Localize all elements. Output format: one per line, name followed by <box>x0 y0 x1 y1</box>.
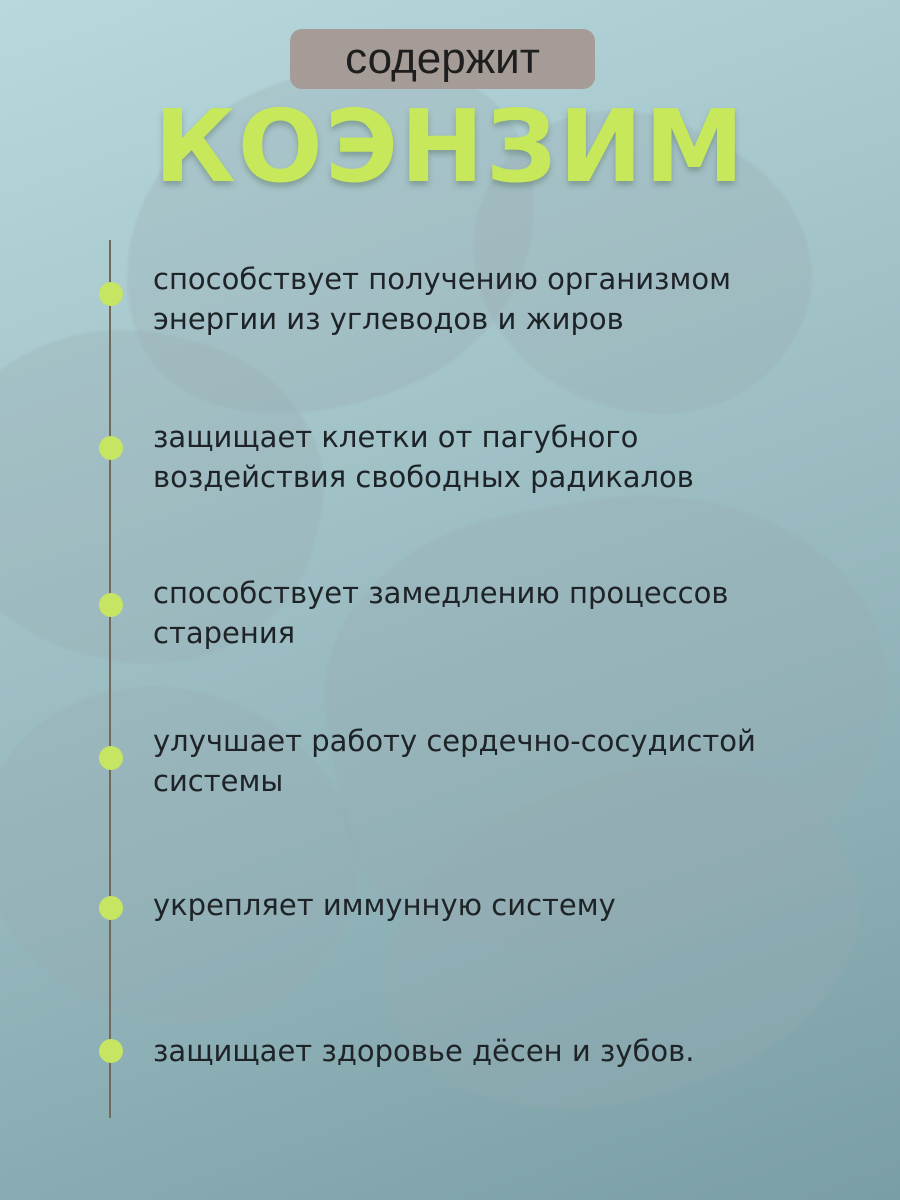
timeline-line <box>109 240 111 1118</box>
list-item: защищает клетки от пагубного воздействия свободных радикалов <box>153 420 694 494</box>
bullet-dot <box>99 593 123 617</box>
bullet-dot <box>99 1039 123 1063</box>
header-label-badge <box>290 29 595 89</box>
list-item: улучшает работу сердечно-сосудистой системы <box>153 724 756 798</box>
list-item: способствует замедлению процессов старения <box>153 576 729 650</box>
list-item: укрепляет иммунную систему <box>153 888 616 922</box>
list-item: защищает здоровье дёсен и зубов. <box>153 1034 695 1068</box>
bullet-dot <box>99 746 123 770</box>
header-label: содержит <box>345 34 540 83</box>
bullet-dot <box>99 896 123 920</box>
bullet-dot <box>99 282 123 306</box>
bullet-dot <box>99 436 123 460</box>
list-item: способствует получению организмом энергии из углеводов и жиров <box>153 262 731 336</box>
page-title: КОЭНЗИМ <box>153 88 747 205</box>
